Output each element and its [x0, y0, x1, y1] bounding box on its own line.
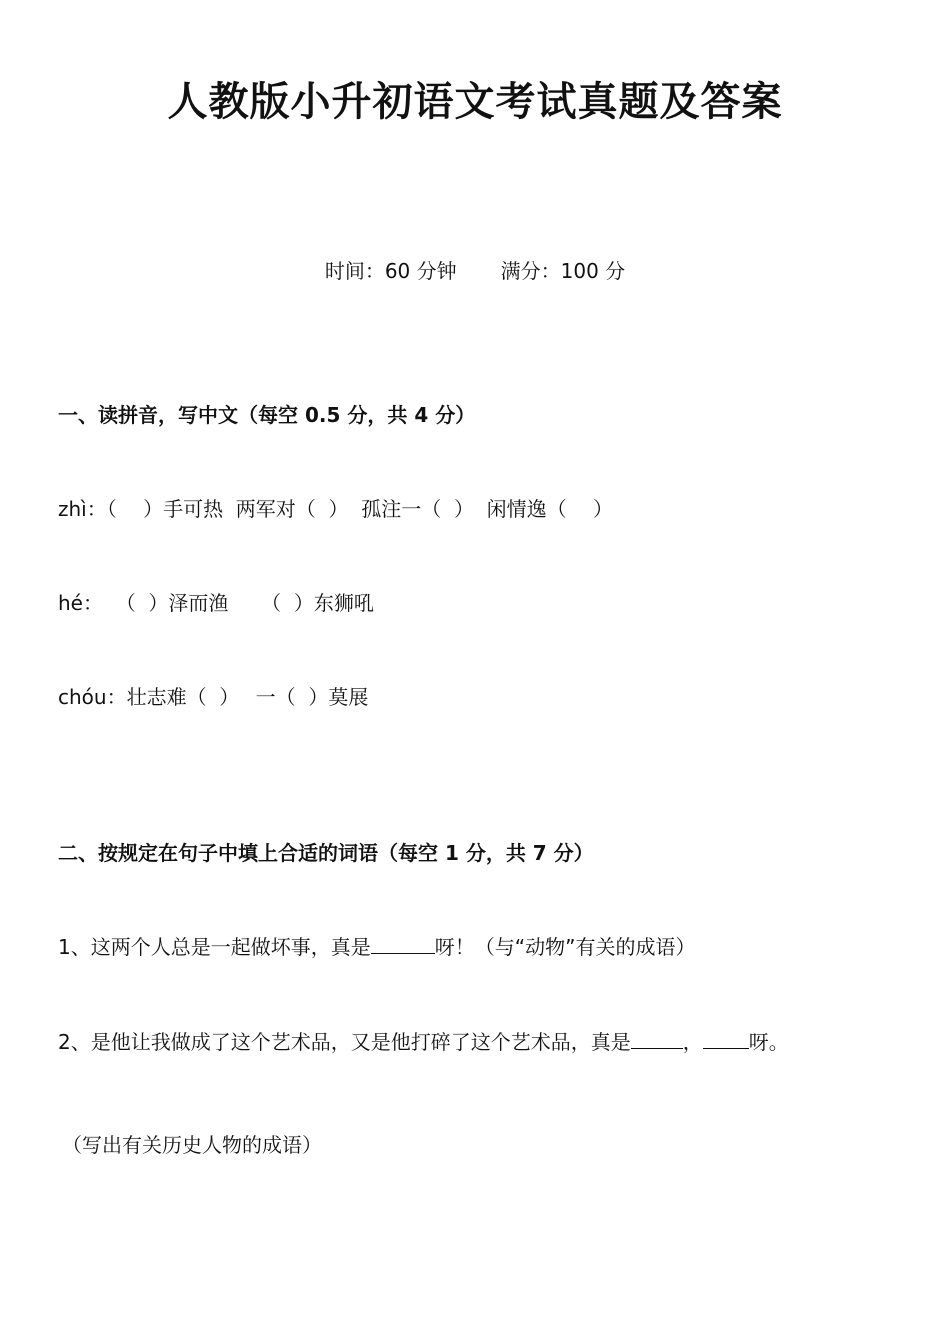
- question-1-hint: 呀！（与“动物”有关的成语）: [434, 935, 696, 959]
- answer-blank[interactable]: [631, 1028, 683, 1049]
- answer-blank[interactable]: [371, 933, 435, 954]
- pinyin-row-he: hé： （ ）泽而渔 （ ）东狮吼: [58, 591, 374, 615]
- pinyin-row-chou: chóu：壮志难（ ） 一（ ）莫展: [58, 685, 369, 709]
- question-1: [58, 932, 695, 962]
- question-2-end: 呀。: [748, 1030, 789, 1054]
- exam-time: 时间：60 分钟: [324, 259, 457, 283]
- answer-blank[interactable]: [703, 1028, 749, 1049]
- document-title: 人教版小升初语文考试真题及答案: [167, 79, 783, 125]
- pinyin-row-zhi: zhì：（ ）手可热 两军对（ ） 孤注一（ ） 闲情逸（ ）: [58, 497, 614, 521]
- exam-full-score: 满分：100 分: [500, 259, 626, 283]
- question-2-comma: ，: [682, 1030, 703, 1054]
- question-2-note: （写出有关历史人物的成语）: [62, 1133, 322, 1157]
- question-2-text: 2、是他让我做成了这个艺术品，又是他打碎了这个艺术品，真是: [58, 1030, 631, 1054]
- question-1-text: 1、这两个人总是一起做坏事，真是: [58, 935, 371, 959]
- section2-heading: 二、按规定在句子中填上合适的词语（每空 1 分，共 7 分）: [58, 841, 594, 865]
- section1-heading: 一、读拼音，写中文（每空 0.5 分，共 4 分）: [58, 403, 476, 427]
- question-2: [58, 1027, 789, 1057]
- exam-meta: [0, 256, 950, 286]
